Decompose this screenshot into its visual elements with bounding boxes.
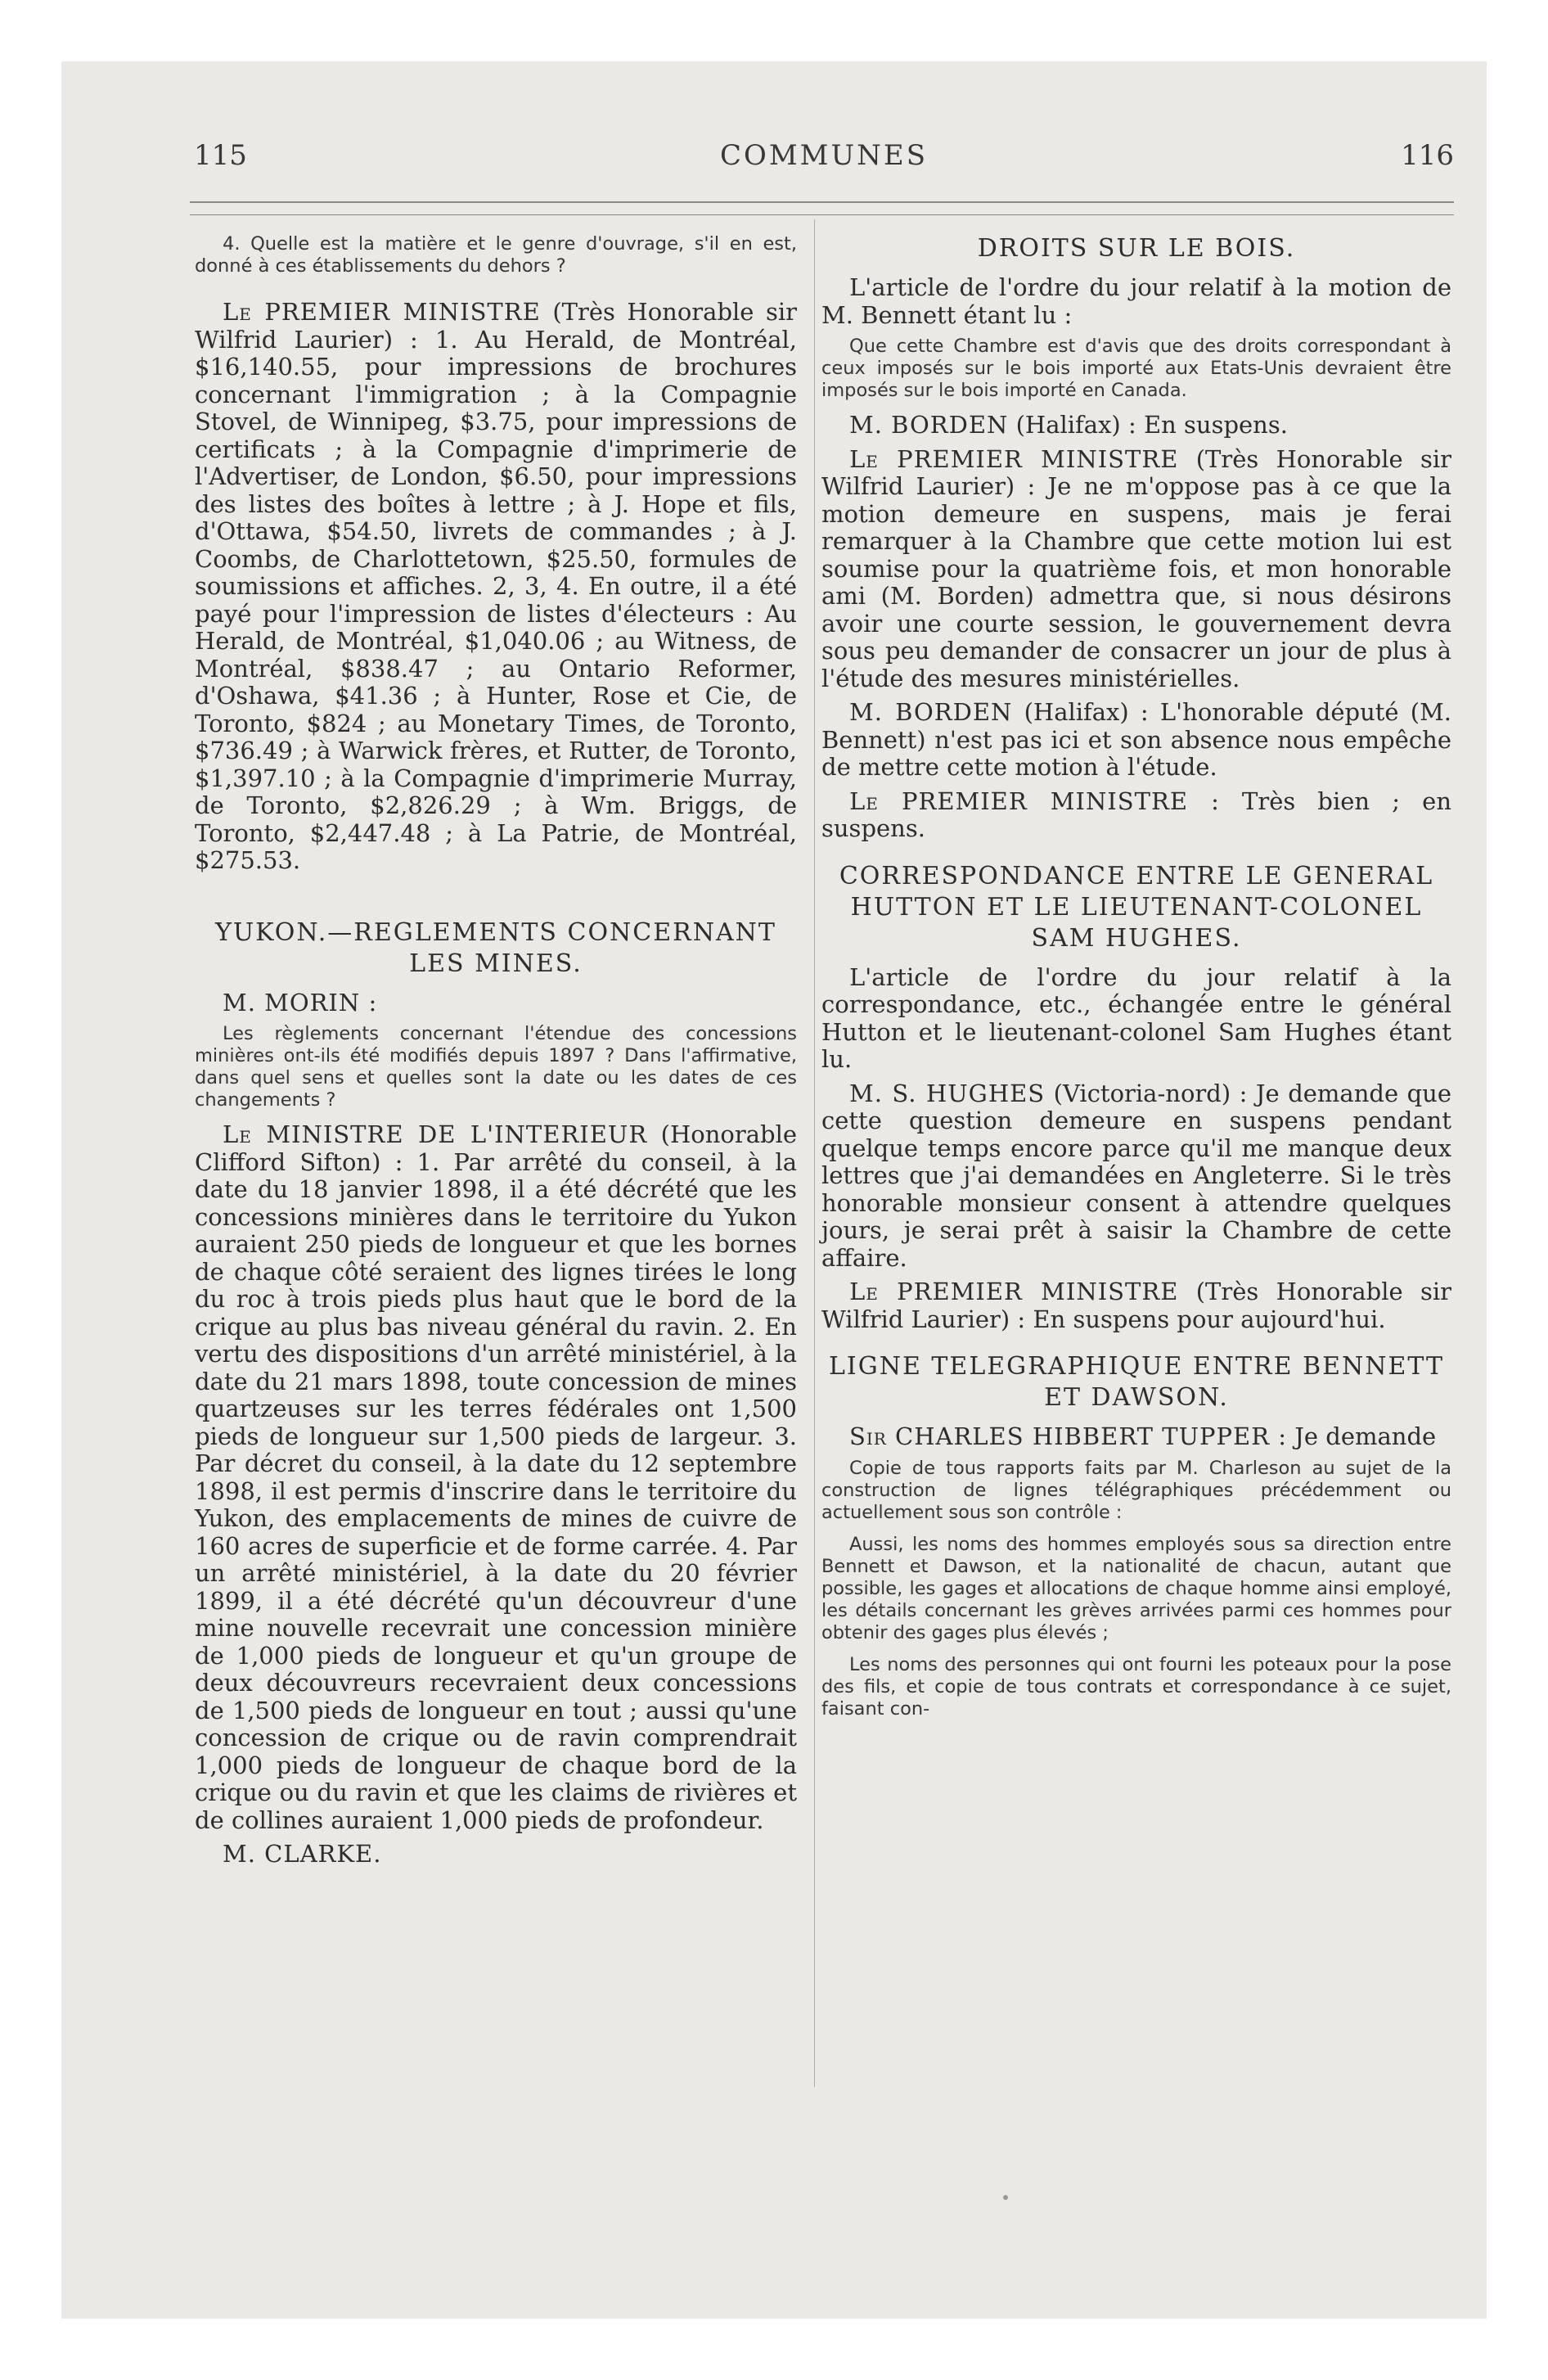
hughes-remark	[821, 1080, 1451, 1273]
page-number-right: 116	[1401, 139, 1454, 172]
section-heading-yukon: YUKON.—REGLEMENTS CONCERNANT LES MINES.	[215, 917, 776, 978]
section-heading-ligne: LIGNE TELEGRAPHIQUE ENTRE BENNETT ET DAWSON.	[829, 1352, 1444, 1412]
answer-text: (Très Honorable sir Wilfrid Laurier) : 1. Au Herald, de Montréal, $16,140.55, pour impressions de brochures concernant l'immigration ; à la Compagnie Stovel, de Winnipeg, $3.75, pour impressions de certificats ; à la Compagnie d'imprimerie de l'Advertiser, de London, $6.50, pour impressions des listes des boîtes à lettre ; à J. Hope et fils, d'Ottawa, $54.50, livrets de commandes ; à J. Coombs, de Charlottetown, $25.50, formules de soumissions et affiches. 2, 3, 4. En outre, il a été payé pour l'impression de listes d'électeurs : Au Herald, de Montréal, $1,040.06 ; au Witness, de Montréal, $838.47 ; au Ontario Reformer, d'Oshawa, $41.36 ; à Hunter, Rose et Cie, de Toronto, $824 ; au Monetary Times, de Toronto, $736.49 ; à Warwick frères, et Rutter, de Toronto, $1,397.10 ; à la Compagnie d'imprimerie Murray, de Toronto, $2,826.29 ; à Wm. Briggs, de Toronto, $2,447.48 ; à La Patrie, de Montréal, $275.53.	[195, 298, 797, 874]
borden-remark-2	[821, 699, 1451, 782]
section-heading-hutton: CORRESPONDANCE ENTRE LE GENERAL HUTTON ET LE LIEUTENANT-COLONEL SAM HUGHES.	[839, 861, 1434, 953]
borden-remark-1	[821, 412, 1451, 439]
tupper-request-2: Aussi, les noms des hommes employés sous sa direction entre Bennett et Dawson, et la nationalité de chacun, autant que possible, les gages et allocations de chaque homme ainsi employé, les détails concernant les grèves arrivées parmi ces hommes pour obtenir des gages plus élevés ;	[821, 1533, 1451, 1643]
page-header	[194, 139, 1454, 180]
remark-text: Je demande	[1294, 1422, 1437, 1450]
answer-text: (Honorable Clifford Sifton) : 1. Par arrêté du conseil, à la date du 18 janvier 1898, il a été décrété que les concessions minières dans le territoire du Yukon auraient 250 pieds de longueur et que les bornes de chaque côté seraient des lignes tirées le long du roc à trois pieds plus haut que le bord de la crique au plus bas niveau général du ravin. 2. En vertu des dispositions d'un arrêté ministériel, à la date du 21 mars 1898, toute concession de mines quartzeuses sur les terres fédérales ont 1,500 pieds de longueur sur 1,500 pieds de largeur. 3. Par décret du conseil, à la date du 12 septembre 1898, il est permis d'inscrire dans le territoire du Yukon, des emplacements de mines de cuivre de 160 acres de superficie et de forme carrée. 4. Par un arrêté ministériel, à la date du 20 février 1899, il a été décrété qu'un découvreur d'une mine nouvelle recevrait une concession minière de 1,000 pieds de longueur et qu'un groupe de deux découvreurs recevraient deux concessions de 1,500 pieds de longueur en tout ; aussi qu'une concession de crique ou de ravin comprendrait 1,000 pieds de longueur de chaque bord de la crique ou du ravin et que les claims de rivières et de collines auraient 1,000 pieds de profondeur.	[195, 1120, 798, 1834]
speaker-name: M. S. HUGHES	[849, 1079, 1046, 1107]
tupper-request-1: Copie de tous rapports faits par M. Charleson au sujet de la construction de lignes télégraphiques précédemment ou actuellement sous son contrôle :	[821, 1457, 1451, 1523]
remark-text: (Très Honorable sir Wilfrid Laurier) : Je ne m'oppose pas à ce que la motion demeure en suspens, mais je ferai remarquer à la Chambre que cette motion lui est soumise pour la quatrième fois, et mon honorable ami (M. Borden) admettra que, si nous désirons avoir une courte session, le gouvernement devra sous peu demander de consacrer un jour de plus à l'étude des mesures ministérielles.	[821, 444, 1451, 692]
section-heading-droits: DROITS SUR LE BOIS.	[977, 234, 1296, 263]
remark-text: Très bien ; en suspens.	[821, 787, 1451, 842]
left-column	[195, 233, 797, 1875]
premier-ministre-remark-1	[821, 446, 1451, 693]
speaker-name: Le PREMIER MINISTRE :	[849, 787, 1220, 815]
page-number-left: 115	[194, 139, 247, 172]
tupper-request-3: Les noms des personnes qui ont fourni les poteaux pour la pose des fils, et copie de tous contrats et correspondance à ce sujet, faisant con-	[821, 1653, 1451, 1720]
remark-text: (Très Honorable sir Wilfrid Laurier) : En suspens pour aujourd'hui.	[821, 1278, 1451, 1333]
speaker-name: Le PREMIER MINISTRE	[223, 298, 541, 326]
column-divider	[814, 219, 815, 2087]
speaker-name: M. BORDEN	[849, 411, 1009, 439]
remark-text: (Victoria-nord) : Je demande que cette question demeure en suspens pendant quelque temps encore parce qu'il me manque deux lettres que j'ai demandées en Angleterre. Si le très honorable monsieur consent à attendre quelques jours, je serai prêt à saisir la Chambre de cette affaire.	[821, 1079, 1452, 1272]
tupper-remark	[821, 1423, 1451, 1451]
premier-ministre-remark-3	[821, 1278, 1451, 1333]
ink-speck	[1003, 2195, 1008, 2200]
speaker-name: M. CLARKE.	[223, 1840, 382, 1868]
running-title: COMMUNES	[719, 139, 929, 172]
speaker-name: Le PREMIER MINISTRE	[849, 444, 1179, 473]
remark-text: (Halifax) : En suspens.	[1015, 411, 1288, 439]
speaker-name: M. BORDEN	[849, 698, 1013, 726]
droits-motion: Que cette Chambre est d'avis que des droits correspondant à ceux imposés sur le bois importé aux Etats-Unis devraient être imposés sur le bois importé en Canada.	[821, 336, 1451, 401]
morin-speaker	[195, 989, 797, 1017]
hutton-intro: L'article de l'ordre du jour relatif à la correspondance, etc., échangée entre le général Hutton et le lieutenant-colonel Sam Hughes étant lu.	[821, 962, 1451, 1073]
header-rule	[190, 201, 1454, 203]
speaker-name: M. MORIN :	[223, 988, 378, 1016]
question-4: 4. Quelle est la matière et le genre d'ouvrage, s'il en est, donné à ces établissements du dehors ?	[195, 233, 797, 277]
right-column	[821, 233, 1451, 1730]
speaker-name: Sir CHARLES HIBBERT TUPPER :	[849, 1422, 1288, 1450]
premier-ministre-answer	[195, 299, 797, 875]
speaker-name: Le MINISTRE DE L'INTERIEUR	[223, 1120, 648, 1148]
premier-ministre-remark-2	[821, 788, 1451, 843]
clarke-speaker	[195, 1841, 797, 1868]
morin-question: Les règlements concernant l'étendue des concessions minières ont-ils été modifiés depuis 1897 ? Dans l'affirmative, dans quel sens et quelles sont la date ou les dates de ces changements ?	[195, 1023, 797, 1111]
droits-intro: L'article de l'ordre du jour relatif à la motion de M. Bennett étant lu :	[821, 273, 1451, 329]
speaker-name: Le PREMIER MINISTRE	[849, 1278, 1179, 1305]
remark-text: (Halifax) : L'honorable député (M. Bennett) n'est pas ici et son absence nous empêche de mettre cette motion à l'étude.	[821, 698, 1451, 781]
header-rule-thin	[190, 214, 1454, 215]
ministre-interieur-answer	[195, 1121, 797, 1834]
